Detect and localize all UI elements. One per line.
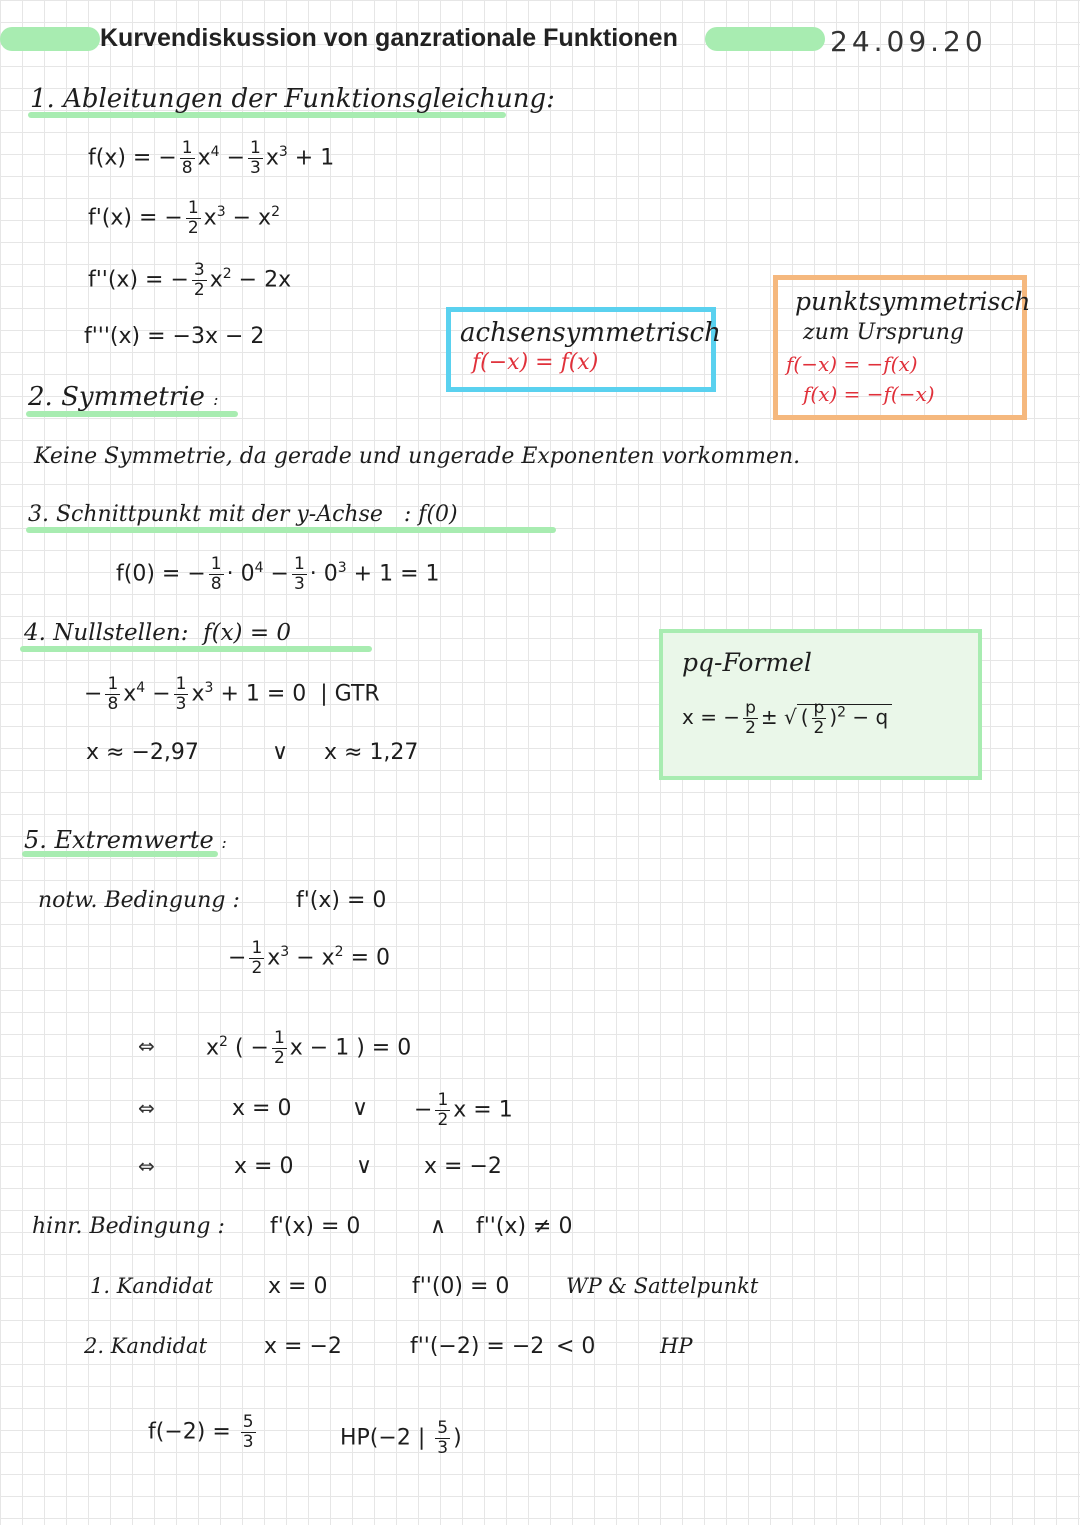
candidate-2-label: 2. Kandidat	[84, 1334, 208, 1358]
candidate-2-result: HP	[660, 1334, 693, 1358]
function-f3: f'''(x) = −3x − 2	[84, 324, 265, 349]
section-2-heading: 2. Symmetrie :	[28, 382, 219, 412]
candidate-1-x: x = 0	[268, 1274, 328, 1299]
necessary-condition-eq: f'(x) = 0	[296, 888, 387, 913]
case-linear: − $\frac{1}{2}$ x = 1	[414, 1090, 513, 1130]
roots-equation: − $\frac{1}{8}$ $x^4$ − $\frac{1}{3}$ $x^3 + 1 = 0$ | GTR	[84, 674, 380, 714]
point-symmetry-subtitle: zum Ursprung	[803, 320, 964, 345]
candidate-1-second-derivative: f''(0) = 0	[412, 1274, 510, 1299]
and-symbol: ∧	[430, 1214, 447, 1239]
heading-highlight	[26, 527, 556, 533]
root-2: x ≈ 1,27	[324, 740, 419, 765]
point-symmetry-title: punktsymmetrisch	[795, 287, 1031, 316]
heading-highlight	[20, 646, 372, 652]
function-f: f(x) = − $\frac{1}{8}$ $x^4$ − $\frac{1}{3}$ $x^3 + 1$	[88, 138, 335, 178]
factored-equation: $x^2$ ( − $\frac{1}{2}$ x − 1 ) = 0	[206, 1028, 412, 1068]
candidate-1-result: WP & Sattelpunkt	[566, 1274, 759, 1298]
candidate-2-second-derivative: f''(−2) = −2	[410, 1334, 545, 1359]
axis-symmetry-title: achsensymmetrisch	[460, 318, 721, 348]
point-symmetry-line2: f(x) = −f(−x)	[803, 382, 935, 406]
y-intercept-calc: f(0) = − $\frac{1}{8}$ · $0^4$ − $\frac{1}{3}$ · $0^3 + 1 = 1$	[116, 554, 440, 594]
pq-formula: x = − $\frac{p}{2}$ ± √ ( $\frac{p}{2}$ )$^2$ − q	[682, 700, 892, 737]
page-date: 24.09.20	[830, 25, 987, 58]
or-symbol: ∨	[356, 1154, 373, 1179]
solution-x-zero: x = 0	[234, 1154, 294, 1179]
section-5-heading: 5. Extremwerte :	[24, 826, 227, 854]
title-highlight-left	[0, 27, 100, 51]
candidate-2-x: x = −2	[264, 1334, 342, 1359]
section-3-heading: 3. Schnittpunkt mit der y-Achse : f(0)	[28, 502, 458, 527]
sufficient-condition-eq2: f''(x) ≠ 0	[476, 1214, 573, 1239]
function-f2: f''(x) = − $\frac{3}{2}$ $x^2 - 2x$	[88, 260, 292, 300]
function-f1: f'(x) = − $\frac{1}{2}$ $x^3 - x^2$	[88, 198, 280, 238]
equivalence-arrow-icon: ⇔	[138, 1034, 155, 1058]
or-symbol: ∨	[352, 1096, 369, 1121]
sufficient-condition-label: hinr. Bedingung :	[32, 1214, 225, 1239]
equivalence-arrow-icon: ⇔	[138, 1096, 155, 1120]
case-x-zero: x = 0	[232, 1096, 292, 1121]
pq-formula-title: pq-Formel	[682, 648, 812, 677]
section-4-heading: 4. Nullstellen: f(x) = 0	[24, 620, 292, 646]
sufficient-condition-eq1: f'(x) = 0	[270, 1214, 361, 1239]
solution-x-minus-two: x = −2	[424, 1154, 502, 1179]
root-1: x ≈ −2,97	[86, 740, 199, 765]
extrema-equation: − $\frac{1}{2}$ $x^3 - x^2 = 0$	[228, 938, 391, 978]
or-symbol: ∨	[272, 740, 289, 765]
equivalence-arrow-icon: ⇔	[138, 1154, 155, 1178]
section-1-heading: 1. Ableitungen der Funktionsgleichung:	[30, 84, 555, 114]
necessary-condition-label: notw. Bedingung :	[38, 888, 240, 913]
symmetry-text: Keine Symmetrie, da gerade und ungerade Exponenten vorkommen.	[34, 444, 801, 469]
candidate-2-comparison: < 0	[556, 1334, 596, 1359]
candidate-1-label: 1. Kandidat	[90, 1274, 214, 1298]
title-highlight-right	[705, 27, 825, 51]
axis-symmetry-formula: f(−x) = f(x)	[472, 350, 599, 375]
function-value-at-minus-two: f(−2) = $\frac{5}{3}$	[148, 1412, 254, 1452]
page-title: Kurvendiskussion von ganzrationale Funktionen	[100, 24, 678, 52]
high-point: HP(−2 | $\frac{5}{3}$ )	[340, 1418, 462, 1458]
point-symmetry-line1: f(−x) = −f(x)	[786, 352, 918, 376]
